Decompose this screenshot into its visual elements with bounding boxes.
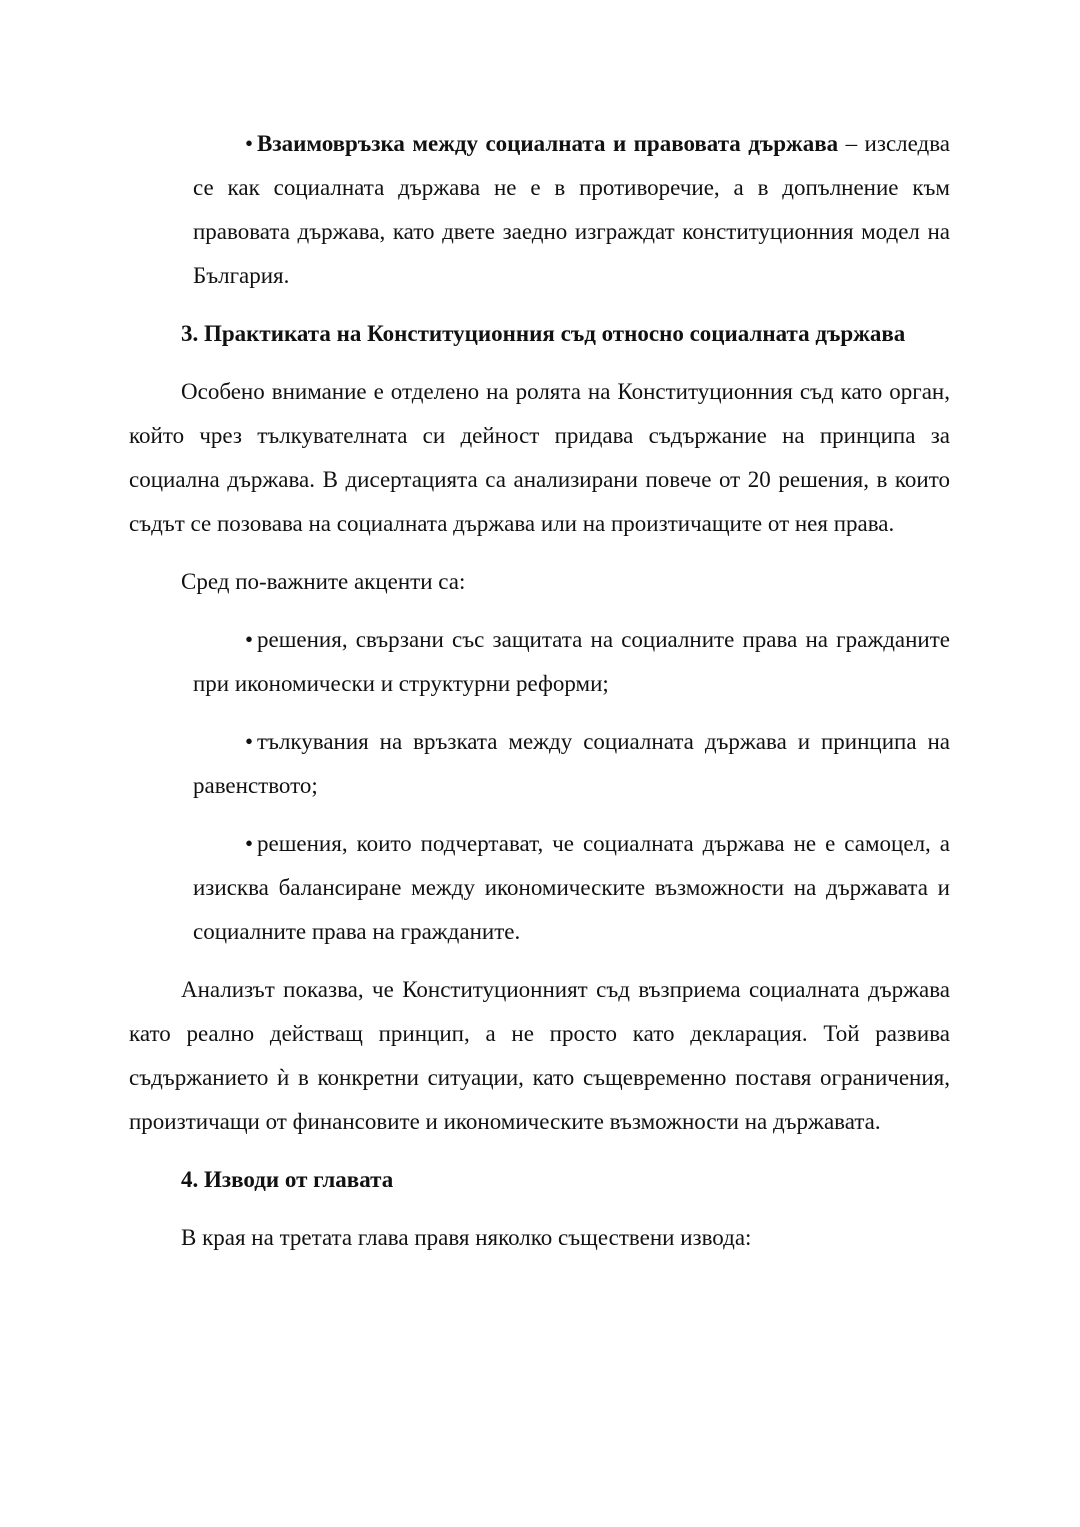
bullet-item	[193, 618, 950, 706]
document-page	[129, 122, 950, 1274]
section-3-paragraph-3: Анализът показва, че Конституционният съд възприема социалната държава като реално действащ принцип, а не просто като декларация. Той развива съдържанието ѝ в конкретни ситуации, като същевременно поставя ограничения, произтичащи от финансовите и икономическите възможности на държавата.	[129, 977, 950, 1134]
bullet-dot-icon: •	[245, 831, 254, 856]
bullet-text: тълкувания на връзката между социалната държава и принципа на равенството;	[193, 729, 950, 798]
bullet-item-interrelation	[193, 122, 950, 298]
bullet-text: решения, свързани със защитата на социалните права на гражданите при икономически и структурни реформи;	[193, 627, 950, 696]
section-3-heading: 3. Практиката на Конституционния съд относно социалната държава	[181, 321, 906, 346]
bullet-text: решения, които подчертават, че социалната държава не е самоцел, а изисква балансиране между икономическите възможности на държавата и социалните права на гражданите.	[193, 831, 950, 944]
section-3-paragraph-2: Сред по-важните акценти са:	[181, 569, 466, 594]
section-3-paragraph-1: Особено внимание е отделено на ролята на Конституционния съд като орган, който чрез тълкувателната си дейност придава съдържание на принципа за социална държава. В дисертацията са анализирани повече от 20 решения, в които съдът се позовава на социалната държава или на произтичащите от нея права.	[129, 379, 950, 536]
section-4-heading: 4. Изводи от главата	[181, 1167, 394, 1192]
bullet-dot-icon: •	[245, 729, 254, 754]
bullet-dot-icon: •	[245, 131, 254, 156]
section-4-paragraph-1: В края на третата глава правя няколко съществени извода:	[181, 1225, 752, 1250]
bullet-dot-icon: •	[245, 627, 254, 652]
bullet-bold-term: Взаимовръзка между социалната и правовата държава	[257, 131, 839, 156]
bullet-text: – изследва се как социалната държава не е в противоречие, а в допълнение към правовата държава, като двете заедно изграждат конституционния модел на България.	[193, 131, 951, 288]
bullet-item	[193, 822, 950, 954]
bullet-item	[193, 720, 950, 808]
